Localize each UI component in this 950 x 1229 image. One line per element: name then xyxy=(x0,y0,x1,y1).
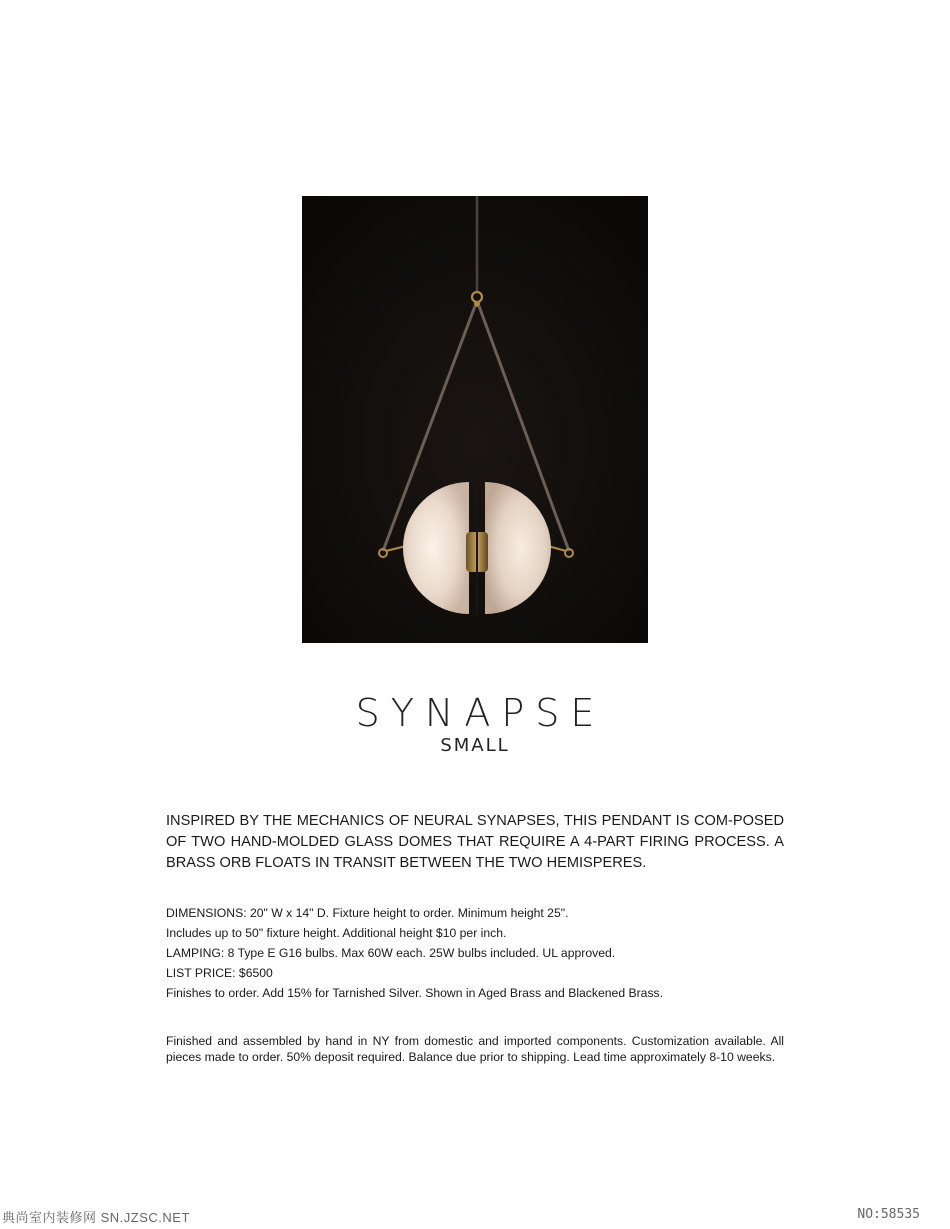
product-name: SYNAPSE xyxy=(355,691,606,735)
product-description: INSPIRED BY THE MECHANICS OF NEURAL SYNAPSES, THIS PENDANT IS COM-POSED OF TWO HAND-MOLDED GLASS DOMES THAT REQUIRE A 4-PART FIRING PROCESS. A BRASS ORB FLOATS IN TRANSIT BETWEEN THE TWO HEMISPERES. xyxy=(166,813,784,871)
watermark-site: 典尚室内装修网 SN.JZSC.NET xyxy=(2,1210,190,1225)
watermark-number: NO:58535 xyxy=(857,1207,920,1222)
pendant-lamp-illustration xyxy=(302,196,648,643)
production-note: Finished and assembled by hand in NY from domestic and imported components. Customization available. All pieces made to order. 50% deposit required. Balance due prior to shipping. Lead time approximately 8-10 weeks. xyxy=(166,1034,784,1064)
spec-list xyxy=(166,903,806,1003)
spec-finishes: Finishes to order. Add 15% for Tarnished Silver. Shown in Aged Brass and Blackened Brass. xyxy=(166,986,664,1000)
spec-dimensions: DIMENSIONS: 20" W x 14" D. Fixture height to order. Minimum height 25". xyxy=(166,906,569,920)
product-photo xyxy=(302,196,648,643)
spec-lamping: LAMPING: 8 Type E G16 bulbs. Max 60W each. 25W bulbs included. UL approved. xyxy=(166,946,616,960)
spec-fixture-height: Includes up to 50" fixture height. Additional height $10 per inch. xyxy=(166,926,507,940)
spec-list-price: LIST PRICE: $6500 xyxy=(166,966,273,980)
product-size: SMALL xyxy=(440,735,510,756)
